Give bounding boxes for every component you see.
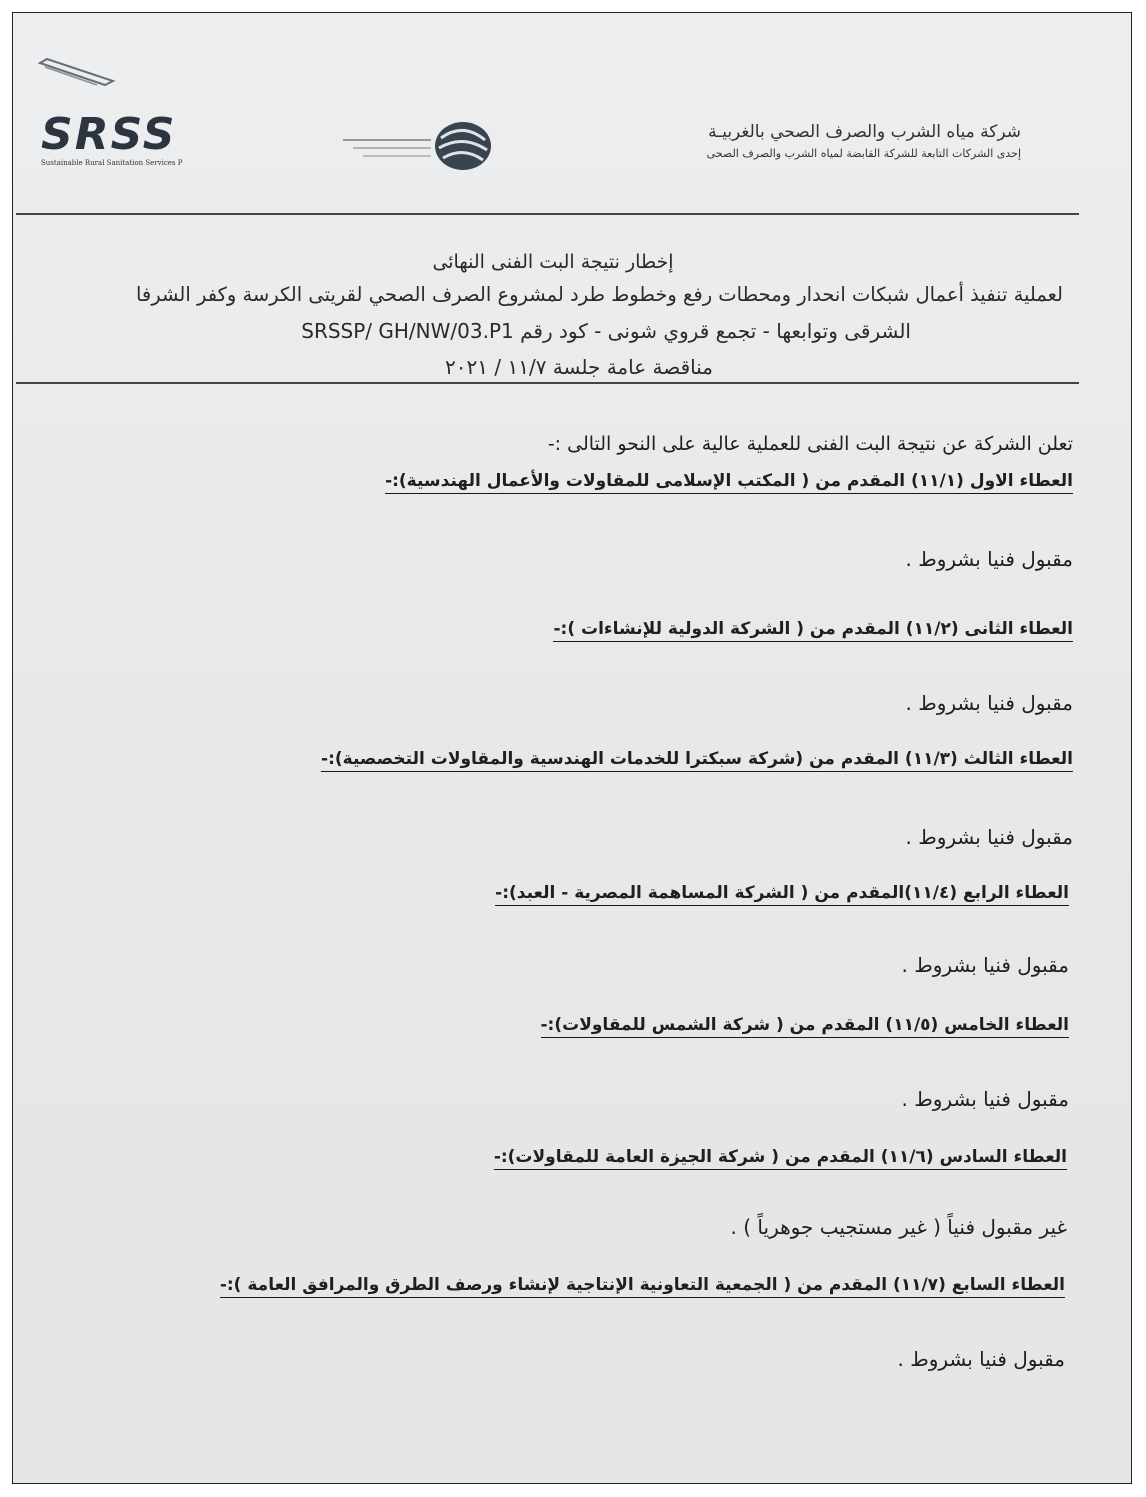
title-divider — [16, 382, 1079, 384]
notice-title: إخطار نتيجة البت الفنى النهائى — [432, 251, 674, 273]
bid-heading: العطاء السادس (١١/٦) المقدم من ( شركة الجيزة العامة للمقاولات):- — [494, 1147, 1067, 1170]
bid-heading: العطاء الرابع (١١/٤)المقدم من ( الشركة المساهمة المصرية - العبد):- — [495, 883, 1069, 906]
bid-heading: العطاء الثالث (١١/٣) المقدم من (شركة سبكترا للخدمات الهندسية والمقاولات التخصصية):- — [321, 749, 1073, 772]
company-header — [707, 119, 1021, 163]
srss-logo-subtitle: Sustainable Rural Sanitation Services P — [41, 159, 183, 167]
bid-result: مقبول فنيا بشروط . — [901, 1087, 1069, 1111]
document-page — [12, 12, 1132, 1484]
bid-heading: العطاء الاول (١١/١) المقدم من ( المكتب الإسلامى للمقاولات والأعمال الهندسية):- — [385, 471, 1073, 494]
srss-logo — [41, 109, 191, 183]
bid-result: مقبول فنيا بشروط . — [901, 953, 1069, 977]
bid-result: مقبول فنيا بشروط . — [905, 825, 1073, 849]
bid-heading: العطاء الثانى (١١/٢) المقدم من ( الشركة الدولية للإنشاءات ):- — [553, 619, 1073, 642]
notice-tender-session: مناقصة عامة جلسة ١١/٧ / ٢٠٢١ — [445, 355, 713, 379]
company-name: شركة مياه الشرب والصرف الصحي بالغربيـة — [708, 122, 1021, 142]
header-divider — [16, 213, 1079, 215]
bid-result: غير مقبول فنياً ( غير مستجيب جوهرياً ) . — [730, 1215, 1067, 1239]
bid-heading: العطاء الخامس (١١/٥) المقدم من ( شركة الشمس للمقاولات):- — [541, 1015, 1070, 1038]
bid-result: مقبول فنيا بشروط . — [905, 547, 1073, 571]
bid-heading: العطاء السابع (١١/٧) المقدم من ( الجمعية التعاونية الإنتاجية لإنشاء ورصف الطرق والمرافق العامة ):- — [220, 1275, 1065, 1298]
notice-project-code: الشرقى وتوابعها - تجمع قروي شونى - كود رقم SRSSP/ GH/NW/03.P1 — [301, 319, 911, 343]
bid-result: مقبول فنيا بشروط . — [897, 1347, 1065, 1371]
company-subtitle: إحدى الشركات التابعة للشركة القابضة لمياه الشرب والصرف الصحى — [706, 147, 1021, 160]
water-company-logo-icon — [333, 118, 493, 178]
paper-clip-icon — [35, 53, 115, 93]
bid-result: مقبول فنيا بشروط . — [905, 691, 1073, 715]
notice-project-description: لعملية تنفيذ أعمال شبكات انحدار ومحطات رفع وخطوط طرد لمشروع الصرف الصحي لقريتى الكرسة وكفر الشرفا — [135, 283, 1063, 306]
srss-logo-text: SRSS — [41, 109, 177, 160]
notice-intro: تعلن الشركة عن نتيجة البت الفنى للعملية عالية على النحو التالى :- — [547, 433, 1073, 455]
